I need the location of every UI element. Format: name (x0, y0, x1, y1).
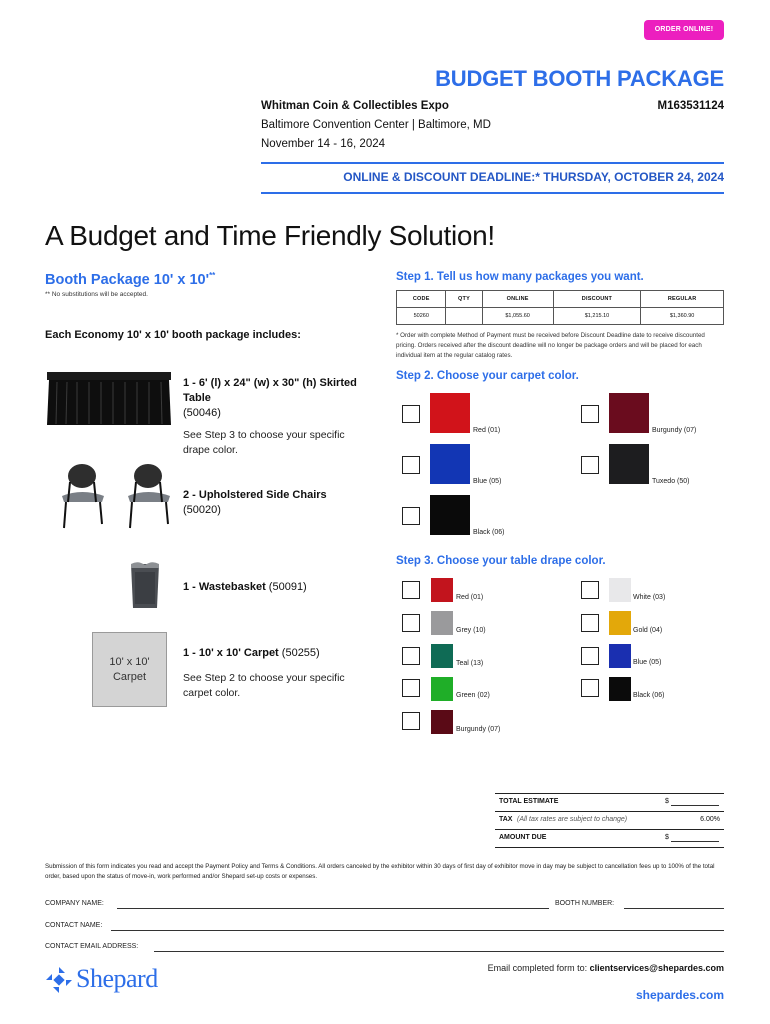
step1-heading: Step 1. Tell us how many packages you want. (396, 271, 644, 283)
email-instruction: Email completed form to: clientservices@shepardes.com (487, 963, 724, 973)
show-code: M163531124 (657, 100, 724, 112)
carpet-tuxedo-checkbox[interactable] (581, 456, 599, 474)
drape-teal-swatch (431, 644, 453, 668)
col-discount: DISCOUNT (553, 291, 641, 308)
step2-heading: Step 2. Choose your carpet color. (396, 370, 579, 382)
shepard-logo-icon (45, 966, 73, 994)
carpet-red-checkbox[interactable] (402, 405, 420, 423)
col-regular: REGULAR (641, 291, 724, 308)
item-skirted-table-note: See Step 3 to choose your specific drape color. (183, 429, 345, 456)
drape-black-label: Black (06) (633, 692, 665, 699)
deadline-text: ONLINE & DISCOUNT DEADLINE:* THURSDAY, OCTOBER 24, 2024 (343, 170, 724, 184)
page-headline: A Budget and Time Friendly Solution! (45, 220, 495, 251)
drape-green-checkbox[interactable] (402, 679, 420, 697)
col-qty: QTY (446, 291, 482, 308)
show-dates: November 14 - 16, 2024 (261, 138, 386, 150)
booth-package-title: Booth Package 10' x 10'** (45, 271, 216, 288)
carpet-tuxedo-swatch (609, 444, 649, 484)
wastebasket-image (128, 558, 162, 610)
drape-burgundy-checkbox[interactable] (402, 712, 420, 730)
contact-email-field[interactable] (154, 951, 724, 952)
drape-grey-swatch (431, 611, 453, 635)
step3-heading: Step 3. Choose your table drape color. (396, 555, 606, 567)
skirted-table-image (45, 370, 173, 428)
contact-email-label: CONTACT EMAIL ADDRESS: (45, 943, 139, 950)
package-title: BUDGET BOOTH PACKAGE (435, 66, 724, 91)
item-carpet-note: See Step 2 to choose your specific carpet color. (183, 672, 345, 699)
shepard-logo-text: Shepard (76, 964, 158, 993)
carpet-blue-checkbox[interactable] (402, 456, 420, 474)
show-location: Baltimore Convention Center | Baltimore, MD (261, 119, 491, 131)
qty-input[interactable] (446, 308, 482, 325)
drape-gold-label: Gold (04) (633, 627, 663, 634)
carpet-red-label: Red (01) (473, 427, 501, 434)
deadline-note: * Order with complete Method of Payment must be received before Discount Deadline date to receive discounted pricing. Orders received after the discount deadline will no longer be package orders and will be placed for each individual item at the regular catalog rates. (396, 332, 705, 359)
order-online-button[interactable]: ORDER ONLINE! (644, 20, 724, 40)
carpet-blue-swatch (430, 444, 470, 484)
item-carpet: 1 - 10' x 10' Carpet (50255) (183, 647, 320, 659)
terms-disclaimer: Submission of this form indicates you read and accept the Payment Policy and Terms & Conditions. All orders canceled by the exhibitor within 30 days of first day of exhibitor move in day may be subject to cancellation fees up to 100% of the total order, based upon the status of move-in, work performed and/or Shepard set-up costs or expenses. (45, 863, 715, 880)
drape-red-checkbox[interactable] (402, 581, 420, 599)
show-name: Whitman Coin & Collectibles Expo (261, 100, 449, 112)
col-code: CODE (397, 291, 446, 308)
includes-heading: Each Economy 10' x 10' booth package includes: (45, 329, 301, 341)
item-skirted-table: 1 - 6' (l) x 24" (w) x 30" (h) Skirted Table (50046) (183, 377, 357, 419)
drape-black-checkbox[interactable] (581, 679, 599, 697)
item-side-chairs: 2 - Upholstered Side Chairs (50020) (183, 489, 327, 516)
drape-blue-swatch (609, 644, 631, 668)
drape-green-swatch (431, 677, 453, 701)
drape-white-checkbox[interactable] (581, 581, 599, 599)
cell-code: 50260 (397, 308, 446, 325)
email-link[interactable]: clientservices@shepardes.com (589, 963, 724, 973)
drape-white-swatch (609, 578, 631, 602)
tax-row: TAX (All tax rates are subject to change) 6.00% (499, 816, 720, 823)
carpet-red-swatch (430, 393, 470, 433)
drape-gold-swatch (609, 611, 631, 635)
carpet-burgundy-swatch (609, 393, 649, 433)
drape-grey-label: Grey (10) (456, 627, 486, 634)
divider (261, 192, 724, 194)
divider (261, 162, 724, 164)
no-substitution-note: ** No substitutions will be accepted. (45, 291, 148, 298)
drape-gold-checkbox[interactable] (581, 614, 599, 632)
booth-number-field[interactable] (624, 908, 724, 909)
company-name-label: COMPANY NAME: (45, 900, 104, 907)
carpet-black-checkbox[interactable] (402, 507, 420, 525)
drape-blue-checkbox[interactable] (581, 647, 599, 665)
carpet-burgundy-label: Burgundy (07) (652, 427, 697, 434)
contact-name-field[interactable] (111, 930, 724, 931)
drape-white-label: White (03) (633, 594, 666, 601)
company-name-field[interactable] (117, 908, 549, 909)
package-price-table (396, 290, 724, 325)
cell-regular-price: $1,360.90 (641, 308, 724, 325)
drape-teal-label: Teal (13) (456, 660, 484, 667)
drape-burgundy-swatch (431, 710, 453, 734)
item-wastebasket: 1 - Wastebasket (50091) (183, 581, 307, 593)
drape-blue-label: Blue (05) (633, 659, 662, 666)
drape-grey-checkbox[interactable] (402, 614, 420, 632)
drape-black-swatch (609, 677, 631, 701)
carpet-black-swatch (430, 495, 470, 535)
drape-red-swatch (431, 578, 453, 602)
col-online: ONLINE (482, 291, 553, 308)
drape-teal-checkbox[interactable] (402, 647, 420, 665)
drape-green-label: Green (02) (456, 692, 490, 699)
carpet-placeholder-image: 10' x 10' Carpet (92, 632, 167, 707)
website-link[interactable]: shepardes.com (635, 988, 724, 1002)
carpet-tuxedo-label: Tuxedo (50) (652, 478, 690, 485)
carpet-blue-label: Blue (05) (473, 478, 502, 485)
cell-online-price: $1,055.60 (482, 308, 553, 325)
carpet-burgundy-checkbox[interactable] (581, 405, 599, 423)
side-chairs-image (48, 462, 174, 532)
booth-number-label: BOOTH NUMBER: (555, 900, 615, 907)
cell-discount-price: $1,215.10 (553, 308, 641, 325)
contact-name-label: CONTACT NAME: (45, 922, 103, 929)
amount-due-row: AMOUNT DUE $ (495, 829, 724, 847)
totals-box (495, 793, 724, 847)
drape-burgundy-label: Burgundy (07) (456, 726, 501, 733)
carpet-black-label: Black (06) (473, 529, 505, 536)
drape-red-label: Red (01) (456, 594, 484, 601)
total-estimate-row: TOTAL ESTIMATE $ (495, 793, 724, 811)
